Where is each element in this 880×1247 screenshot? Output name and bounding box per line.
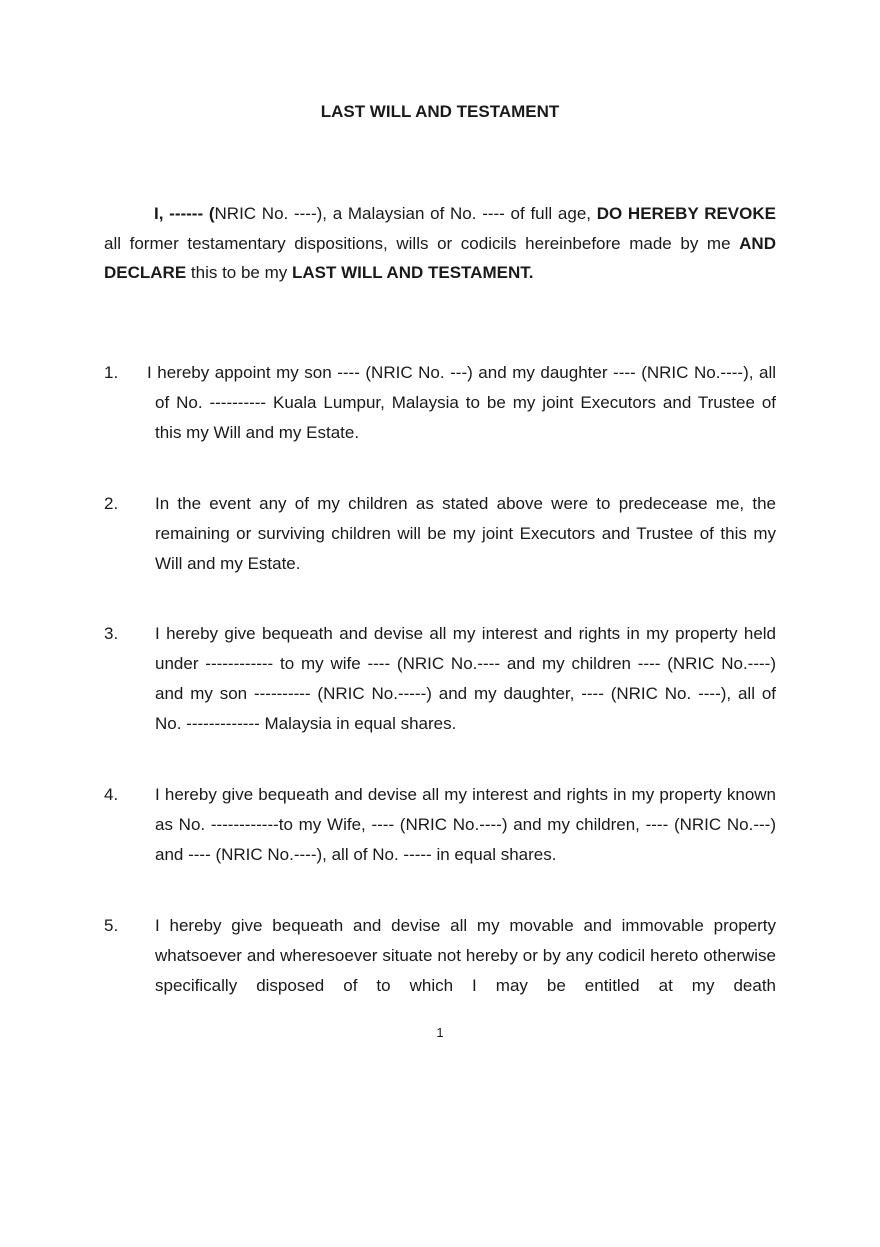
clause-number: 4. bbox=[104, 785, 119, 804]
clause-number: 3. bbox=[104, 624, 119, 643]
clause-1 bbox=[104, 358, 776, 448]
clause-number: 2. bbox=[104, 494, 119, 513]
clause-number: 1. bbox=[104, 363, 119, 382]
intro-paragraph bbox=[104, 199, 776, 288]
clause-number: 5. bbox=[104, 916, 119, 935]
clause-text: I hereby appoint my son ---- (NRIC No. ---) and my daughter ---- (NRIC No.----), all of No. ---------- Kuala Lumpur, Malaysia to be my joint Executors and Trustee of this my Will and my Estate. bbox=[147, 363, 776, 442]
clause-5 bbox=[104, 911, 776, 1001]
page-number: 1 bbox=[436, 1025, 444, 1040]
document-title: LAST WILL AND TESTAMENT bbox=[320, 102, 560, 121]
clause-2 bbox=[104, 489, 776, 579]
intro-text-2: all former testamentary dispositions, wills or codicils hereinbefore made by me bbox=[104, 233, 740, 253]
intro-text-3: this to be my bbox=[186, 263, 292, 283]
clause-text: I hereby give bequeath and devise all my interest and rights in my property known as No. ------------to my Wife, ---- (NRIC No.----) and my children, ---- (NRIC No.---) and ---- (NRIC No.----), all of No. ----- in equal shares. bbox=[155, 785, 776, 864]
intro-bold-declare: AND DECLARE bbox=[104, 233, 776, 283]
intro-bold-opening: I, ------ ( bbox=[154, 204, 215, 223]
clause-text: In the event any of my children as stated above were to predecease me, the remaining or surviving children will be my joint Executors and Trustee of this my Will and my Estate. bbox=[155, 494, 776, 573]
clause-text: I hereby give bequeath and devise all my movable and immovable property whatsoever and wheresoever situate not hereby or by any codicil hereto otherwise specifically disposed of to which I may be entitled at my death bbox=[155, 916, 776, 995]
clause-text: I hereby give bequeath and devise all my interest and rights in my property held under ------------ to my wife ---- (NRIC No.---- and my children ---- (NRIC No.----) and my son ---------- (NRIC No.-----) and my daughter, ---- (NRIC No. ----), all of No. ------------- Malaysia in equal shares. bbox=[155, 624, 776, 733]
clause-3 bbox=[104, 619, 776, 739]
clause-4 bbox=[104, 780, 776, 870]
intro-text-1: NRIC No. ----), a Malaysian of No. ---- of full age, bbox=[214, 204, 597, 223]
intro-bold-revoke: DO HEREBY REVOKE bbox=[596, 204, 776, 223]
intro-bold-title: LAST WILL AND TESTAMENT. bbox=[292, 263, 534, 283]
